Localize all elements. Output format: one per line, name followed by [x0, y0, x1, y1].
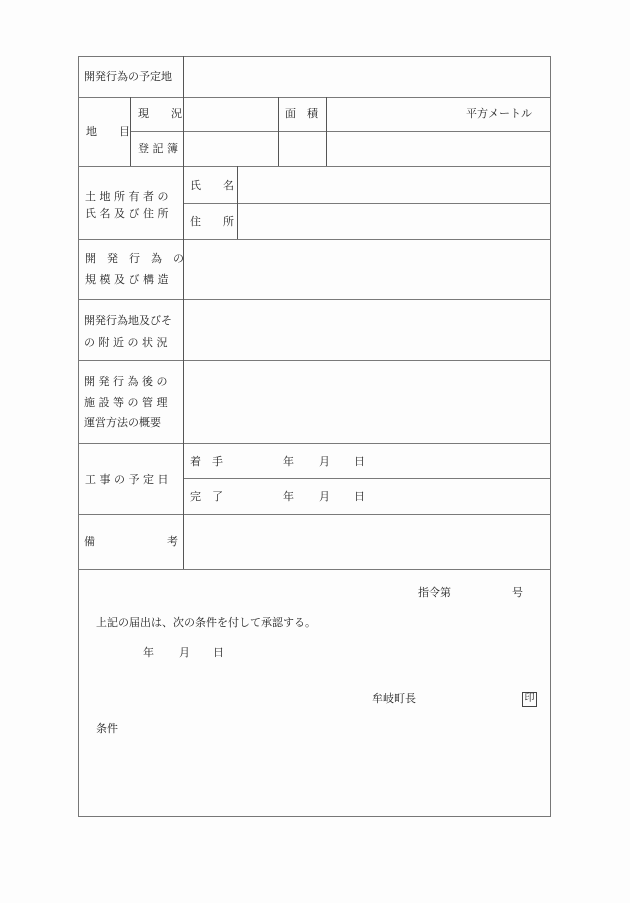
approval-day: 日	[213, 646, 224, 659]
owner-address-label: 住 所	[190, 215, 234, 228]
approval-month: 月	[179, 646, 190, 659]
end-year: 年	[283, 490, 294, 503]
scale-structure-label-line2: 規 模 及 び 構 造	[85, 273, 169, 286]
owner-address-field[interactable]	[238, 204, 550, 239]
start-day: 日	[354, 455, 365, 468]
management-field[interactable]	[184, 361, 550, 443]
owner-name-field[interactable]	[238, 167, 550, 203]
planned-site-field[interactable]	[184, 57, 550, 97]
approval-statement: 上記の届出は、次の条件を付して承認する。	[96, 616, 316, 629]
directive-prefix: 指令第	[418, 586, 451, 599]
remarks-field[interactable]	[184, 515, 550, 569]
divider	[78, 569, 551, 570]
current-status-label: 現 況	[138, 107, 182, 120]
current-status-field[interactable]	[184, 98, 277, 131]
planned-site-label: 開発行為の予定地	[84, 70, 172, 83]
start-month: 月	[319, 455, 330, 468]
start-label: 着 手	[190, 455, 223, 468]
remarks-label-right: 考	[167, 535, 178, 548]
scale-structure-field[interactable]	[184, 240, 550, 299]
start-date-field[interactable]	[230, 444, 280, 478]
directive-number-field[interactable]	[455, 582, 510, 602]
surroundings-field[interactable]	[184, 300, 550, 360]
area-unit: 平方メートル	[466, 107, 532, 120]
conditions-label: 条件	[96, 722, 118, 735]
area-label: 面 積	[285, 107, 318, 120]
registry-field[interactable]	[184, 132, 277, 166]
surroundings-label-line1: 開発行為地及びそ	[84, 314, 172, 327]
management-label-line2: 施 設 等 の 管 理	[84, 396, 168, 409]
issuer-name: 牟岐町長	[372, 692, 416, 705]
divider	[78, 443, 551, 444]
end-label: 完 了	[190, 490, 223, 503]
schedule-label: 工 事 の 予 定 日	[85, 473, 169, 486]
registry-label: 登 記 簿	[138, 142, 178, 155]
management-label-line3: 運営方法の概要	[84, 416, 161, 429]
owner-label-line1: 土 地 所 有 者 の	[85, 190, 169, 203]
end-day: 日	[354, 490, 365, 503]
owner-name-label: 氏 名	[190, 179, 234, 192]
conditions-field[interactable]	[96, 740, 541, 810]
end-month: 月	[319, 490, 330, 503]
approval-year: 年	[143, 646, 154, 659]
area-registry-value-field[interactable]	[327, 132, 550, 166]
area-registry-field[interactable]	[279, 132, 326, 166]
end-date-field[interactable]	[230, 479, 280, 514]
owner-label-line2: 氏 名 及 び 住 所	[85, 207, 169, 220]
start-year: 年	[283, 455, 294, 468]
directive-suffix: 号	[512, 586, 523, 599]
scale-structure-label-line1: 開 発 行 為 の	[85, 252, 184, 265]
land-category-label: 地 目	[86, 125, 130, 138]
remarks-label-left: 備	[84, 535, 95, 548]
surroundings-label-line2: の 附 近 の 状 況	[84, 336, 168, 349]
divider	[130, 97, 131, 166]
seal-mark: 印	[522, 692, 537, 707]
management-label-line1: 開 発 行 為 後 の	[84, 375, 168, 388]
